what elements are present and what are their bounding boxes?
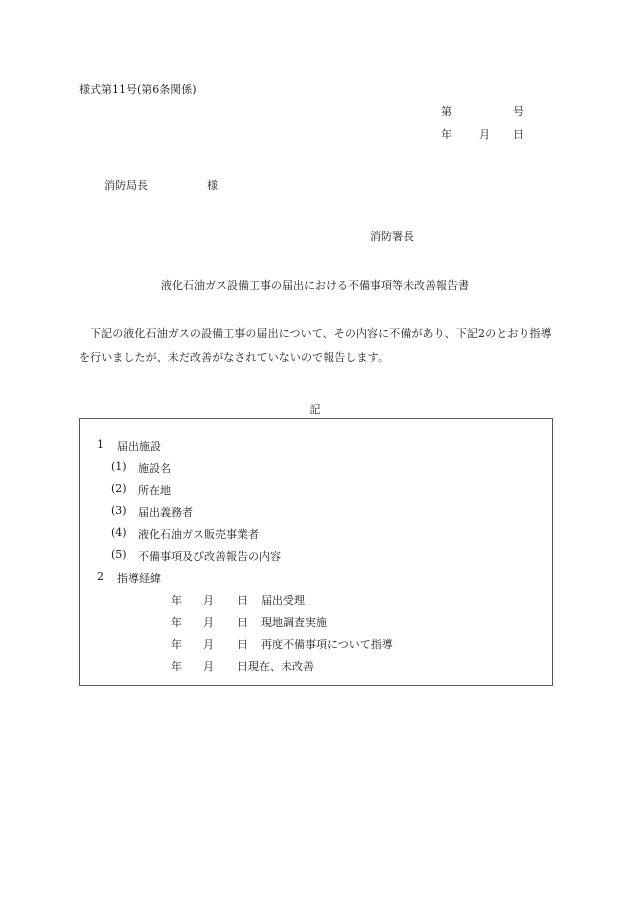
- entry-month: 月: [203, 616, 214, 629]
- entry-month: 月: [203, 660, 214, 673]
- entry-label: 届出受理: [261, 594, 305, 607]
- date-day: 日: [513, 128, 524, 141]
- ki-heading: 記: [309, 403, 321, 416]
- item-number: (3): [111, 504, 127, 517]
- entry-year: 年: [171, 660, 182, 673]
- entry-label: 未改善: [281, 660, 314, 673]
- section-label: 届出施設: [117, 440, 161, 453]
- item-number: (4): [111, 526, 127, 539]
- body-paragraph: [79, 322, 554, 370]
- item-label: 不備事項及び改善報告の内容: [138, 550, 281, 563]
- body-text: 下記の液化石油ガスの設備工事の届出について、その内容に不備があり、下記2のとおり指導を行いましたが、未だ改善がなされていないので報告します。: [79, 327, 552, 364]
- document-title: 液化石油ガス設備工事の届出における不備事項等未改善報告書: [161, 279, 469, 292]
- item-label: 施設名: [138, 462, 171, 475]
- item-number: (1): [111, 460, 127, 473]
- entry-year: 年: [171, 616, 182, 629]
- section-label: 指導経緯: [117, 572, 161, 585]
- entry-year: 年: [171, 594, 182, 607]
- recipient-title: 消防局長: [104, 179, 148, 192]
- entry-day: 日: [237, 594, 248, 607]
- entry-label: 現地調査実施: [261, 616, 327, 629]
- item-number: (2): [111, 482, 127, 495]
- recipient-honorific: 様: [207, 179, 218, 192]
- item-label: 所在地: [138, 484, 171, 497]
- sender-title: 消防署長: [370, 230, 414, 243]
- entry-year: 年: [171, 638, 182, 651]
- section-number: 2: [97, 570, 104, 583]
- entry-month: 月: [203, 638, 214, 651]
- item-label: 届出義務者: [138, 506, 193, 519]
- details-box: [79, 418, 553, 686]
- entry-month: 月: [203, 594, 214, 607]
- item-number: (5): [111, 548, 127, 561]
- entry-day: 日現在、: [237, 660, 281, 673]
- entry-day: 日: [237, 638, 248, 651]
- date-month: 月: [479, 128, 490, 141]
- section-number: 1: [97, 438, 104, 451]
- form-number: 様式第11号(第6条関係): [79, 83, 197, 96]
- item-label: 液化石油ガス販売事業者: [138, 528, 259, 541]
- date-year: 年: [441, 128, 452, 141]
- issue-number-prefix: 第: [441, 105, 452, 118]
- entry-label: 再度不備事項について指導: [261, 638, 393, 651]
- issue-number-suffix: 号: [513, 105, 524, 118]
- entry-day: 日: [237, 616, 248, 629]
